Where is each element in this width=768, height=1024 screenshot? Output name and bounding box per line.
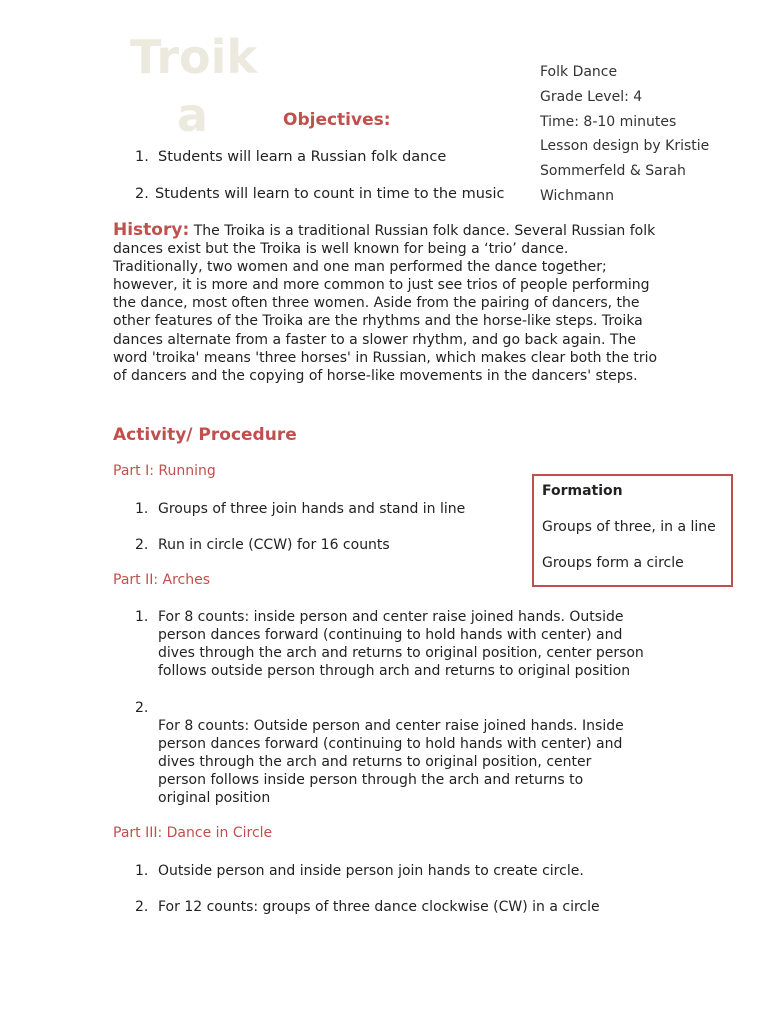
document-title (130, 28, 270, 144)
list-item (135, 500, 466, 518)
part-2-title: Part II: Arches (113, 572, 211, 588)
info-line: Lesson design by Kristie (540, 138, 710, 155)
list-item (135, 898, 600, 916)
list-item (135, 536, 390, 554)
list-item (135, 699, 624, 807)
list-text: Students will learn to count in time to the music (155, 186, 505, 202)
list-text: Outside person and inside person join hands to create circle. (158, 863, 584, 879)
list-number: 2. (135, 537, 149, 553)
formation-box (532, 474, 733, 587)
lesson-info (540, 60, 709, 209)
list-text: For 8 counts: inside person and center raise joined hands. Outside person dances forward (continuing to hold hands with center) and dives through the arch and returns to original position, center person follows outside person through arch and returns to original position (158, 609, 644, 680)
list-number: 2. (135, 186, 149, 202)
info-line: Time: 8-10 minutes (540, 113, 677, 130)
list-text: Run in circle (CCW) for 16 counts (158, 537, 390, 553)
activity-heading: Activity/ Procedure (113, 425, 297, 445)
list-number: 2. (135, 899, 149, 915)
list-number: 1. (135, 149, 149, 165)
list-number: 1. (135, 863, 149, 879)
list-item (135, 186, 504, 202)
info-line: Sommerfeld & Sarah (540, 163, 686, 180)
formation-line: Groups of three, in a line (542, 519, 716, 535)
title-line-2: a (177, 88, 209, 142)
history-text: The Troika is a traditional Russian folk dance. Several Russian folk dances exist but the Troika is well known for being a ‘trio’ dance. Traditionally, two women and one man performed the dance together; however, it is more and more common to just see trios of people performing the dance, most often three women. Aside from the pairing of dancers, the other features of the Troika are the rhythms and the horse-like steps. Troika dances alternate from a faster to a slower rhythm, and go back again. The word 'troika' means 'three horses' in Russian, which makes clear both the trio of dancers and the copying of horse-like movements in the dancers' steps. (113, 223, 658, 384)
list-text: For 8 counts: Outside person and center raise joined hands. Inside person dances forward (continuing to hold hands with center) and dives through the arch and returns to original position, center person follows inside person through the arch and returns to original position (158, 718, 624, 807)
history-label: History: (113, 220, 190, 240)
list-text: Students will learn a Russian folk dance (158, 149, 447, 165)
formation-line: Groups form a circle (542, 555, 684, 571)
list-item (135, 608, 644, 680)
title-line-1: Troik (130, 30, 257, 84)
list-number: 1. (135, 609, 149, 625)
part-1-title: Part I: Running (113, 463, 216, 479)
list-item (135, 149, 446, 165)
info-line: Grade Level: 4 (540, 88, 643, 105)
list-item (135, 862, 584, 880)
list-number: 2. (135, 700, 149, 716)
part-3-title: Part III: Dance in Circle (113, 825, 273, 841)
list-text: For 12 counts: groups of three dance clockwise (CW) in a circle (158, 899, 600, 915)
history-paragraph (113, 221, 661, 385)
formation-heading: Formation (542, 483, 623, 499)
info-line: Folk Dance (540, 64, 618, 80)
objectives-heading: Objectives: (283, 110, 391, 130)
list-number: 1. (135, 501, 149, 517)
info-line: Wichmann (540, 187, 614, 204)
list-text: Groups of three join hands and stand in line (158, 501, 466, 517)
